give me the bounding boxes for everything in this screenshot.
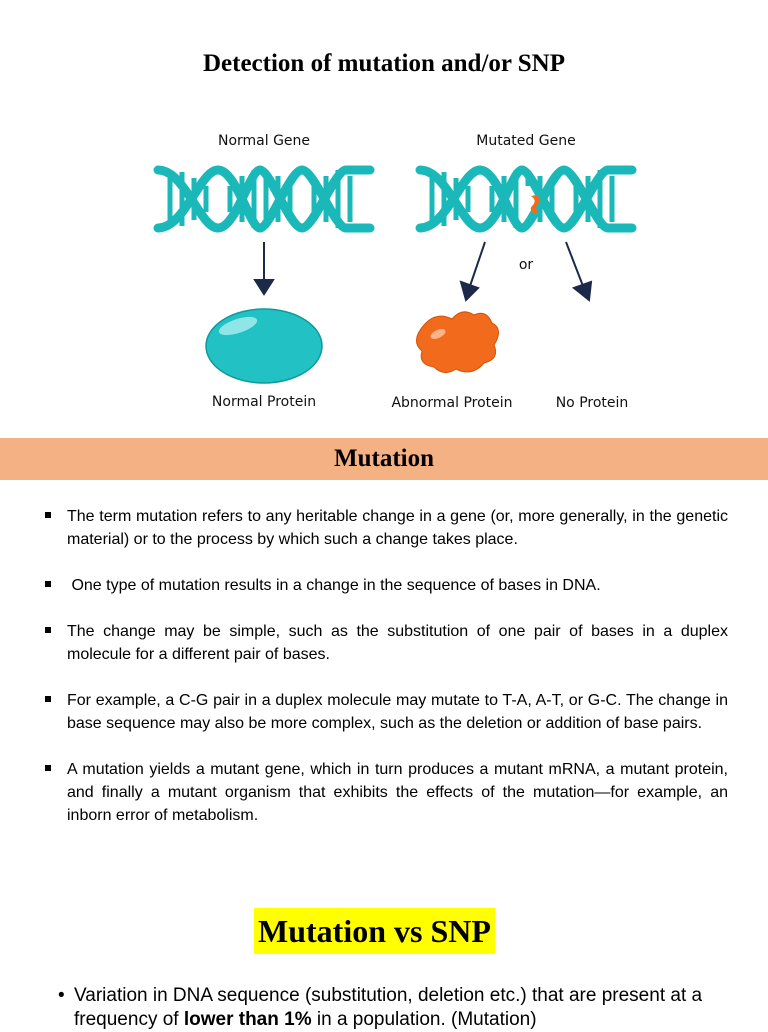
- section-band: [0, 438, 768, 480]
- bullet-dot-icon: •: [58, 985, 65, 1006]
- list-item-text: For example, a C-G pair in a duplex molecule may mutate to T-A, A-T, or G-C. The change in base sequence may also be more complex, such as the deletion or addition of base pairs.: [67, 692, 728, 732]
- mutated-dna-icon: [420, 170, 632, 228]
- list-item-text: A mutation yields a mutant gene, which in turn produces a mutant mRNA, a mutant protein, and finally a mutant organism that exhibits the effects of the mutation—for example, an inborn error of metabolism.: [67, 761, 728, 824]
- list-item: [45, 689, 728, 735]
- no-protein-label: No Protein: [555, 395, 629, 411]
- mutated-gene-label: Mutated Gene: [476, 133, 576, 149]
- list-item-text: The term mutation refers to any heritable change in a gene (or, more generally, in the genetic material) or to the process by which such a change takes place.: [67, 508, 728, 548]
- list-item-text: The change may be simple, such as the substitution of one pair of bases in a duplex molecule for a different pair of bases.: [67, 623, 728, 663]
- normal-protein-icon: [206, 309, 322, 383]
- bullet-prefix: Variation in DNA sequence (substitution, deletion etc.) that are present at a frequency of: [74, 985, 703, 1030]
- list-item: [45, 505, 728, 551]
- page-title: Detection of mutation and/or SNP: [202, 50, 566, 77]
- list-item: [45, 758, 728, 827]
- bullet-emphasis: lower than 1%: [183, 1009, 312, 1030]
- list-item: [45, 574, 728, 597]
- normal-protein-label: Normal Protein: [211, 394, 317, 410]
- or-label: or: [518, 257, 534, 273]
- section-title: Mutation: [334, 445, 434, 472]
- list-item-text: One type of mutation results in a change in the sequence of bases in DNA.: [67, 577, 601, 594]
- gene-diagram: [140, 120, 640, 420]
- bullet-square-icon: [45, 765, 51, 771]
- section2-bullet-text: [58, 984, 738, 1032]
- abnormal-protein-label: Abnormal Protein: [391, 395, 513, 411]
- normal-gene-label: Normal Gene: [217, 133, 311, 149]
- abnormal-protein-icon: [416, 312, 498, 373]
- bullet-square-icon: [45, 512, 51, 518]
- mutation-bullet-list: [45, 505, 728, 850]
- bullet-square-icon: [45, 696, 51, 702]
- arrow-icon: [255, 242, 591, 300]
- bullet-suffix: in a population. (Mutation): [311, 1009, 537, 1030]
- section2-title: Mutation vs SNP: [254, 908, 495, 954]
- list-item: [45, 620, 728, 666]
- section2-bullet: [58, 984, 738, 1032]
- bullet-square-icon: [45, 627, 51, 633]
- normal-dna-icon: [158, 170, 370, 228]
- bullet-square-icon: [45, 581, 51, 587]
